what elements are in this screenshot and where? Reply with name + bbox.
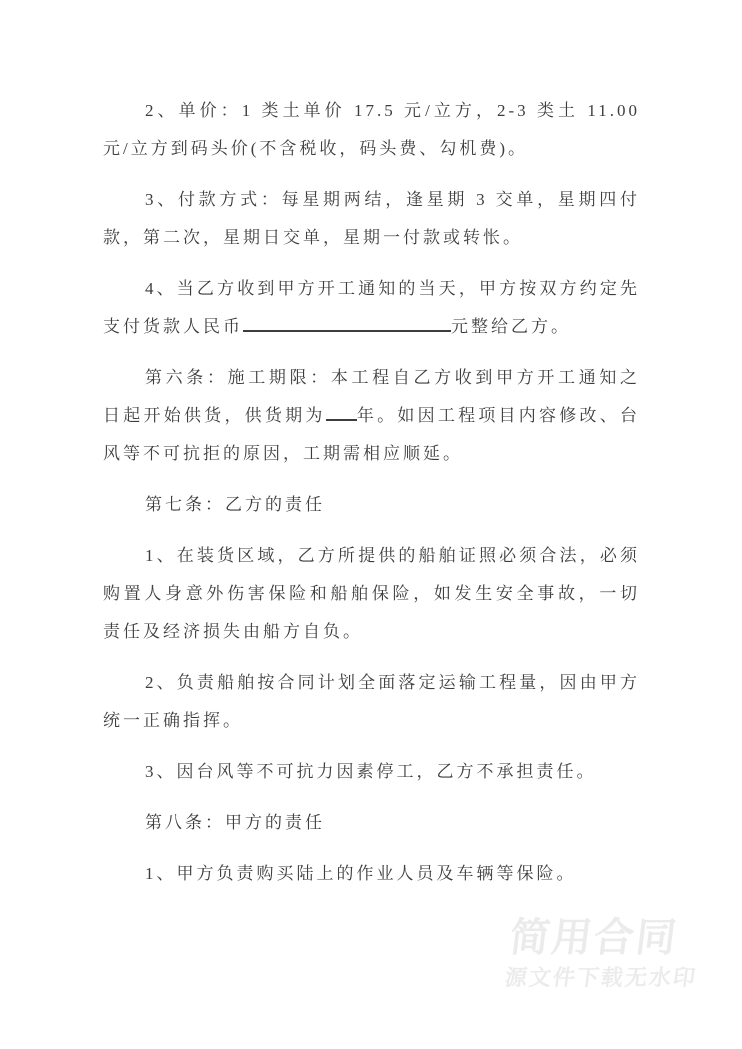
clause-party-a-item-1: 1、甲方负责购买陆上的作业人员及车辆等保险。 [145, 864, 577, 883]
contract-body [103, 92, 640, 906]
heading-article-7: 第七条：乙方的责任 [145, 495, 325, 514]
clause-advance-payment-text: 4、当乙方收到甲方开工通知的当天，甲方按双方约定先支付货款人民币 [103, 279, 640, 336]
amount-fill-in-blank [243, 316, 451, 332]
clause-article-6-construction-period [103, 359, 640, 473]
clause-unit-price: 2、单价：1 类土单价 17.5 元/立方，2-3 类土 11.00 元/立方到码头价(不含税收，码头费、勾机费)。 [103, 101, 640, 158]
clause-party-b-item-1: 1、在装货区域，乙方所提供的船舶证照必须合法，必须购置人身意外伤害保险和船舶保险，如发生安全事故，一切责任及经济损失由船方自负。 [103, 546, 640, 641]
clause-party-b-item-2: 2、负责船舶按合同计划全面落定运输工程量，因由甲方统一正确指挥。 [103, 673, 640, 730]
watermark-logo-text: 简用合同 [507, 916, 681, 960]
years-fill-in-blank [326, 405, 357, 421]
clause-article-6-text: 第六条：施工期限：本工程自乙方收到甲方开工通知之日起开始供货，供货期为 [103, 368, 640, 425]
clause-party-b-item-3: 3、因台风等不可抗力因素停工，乙方不承担责任。 [145, 762, 597, 781]
watermark-subtitle: 源文件下载无水印 [503, 965, 699, 990]
clause-article-6-tail: 年。如因工程项目内容修改、台风等不可抗拒的原因，工期需相应顺延。 [103, 406, 641, 463]
watermark [503, 916, 704, 990]
clause-payment-method: 3、付款方式：每星期两结，逢星期 3 交单，星期四付款，第二次，星期日交单，星期一付款或转怅。 [103, 190, 640, 247]
clause-advance-payment-tail: 元整给乙方。 [451, 317, 571, 336]
heading-article-8: 第八条：甲方的责任 [145, 813, 325, 832]
clause-advance-payment [103, 270, 640, 346]
